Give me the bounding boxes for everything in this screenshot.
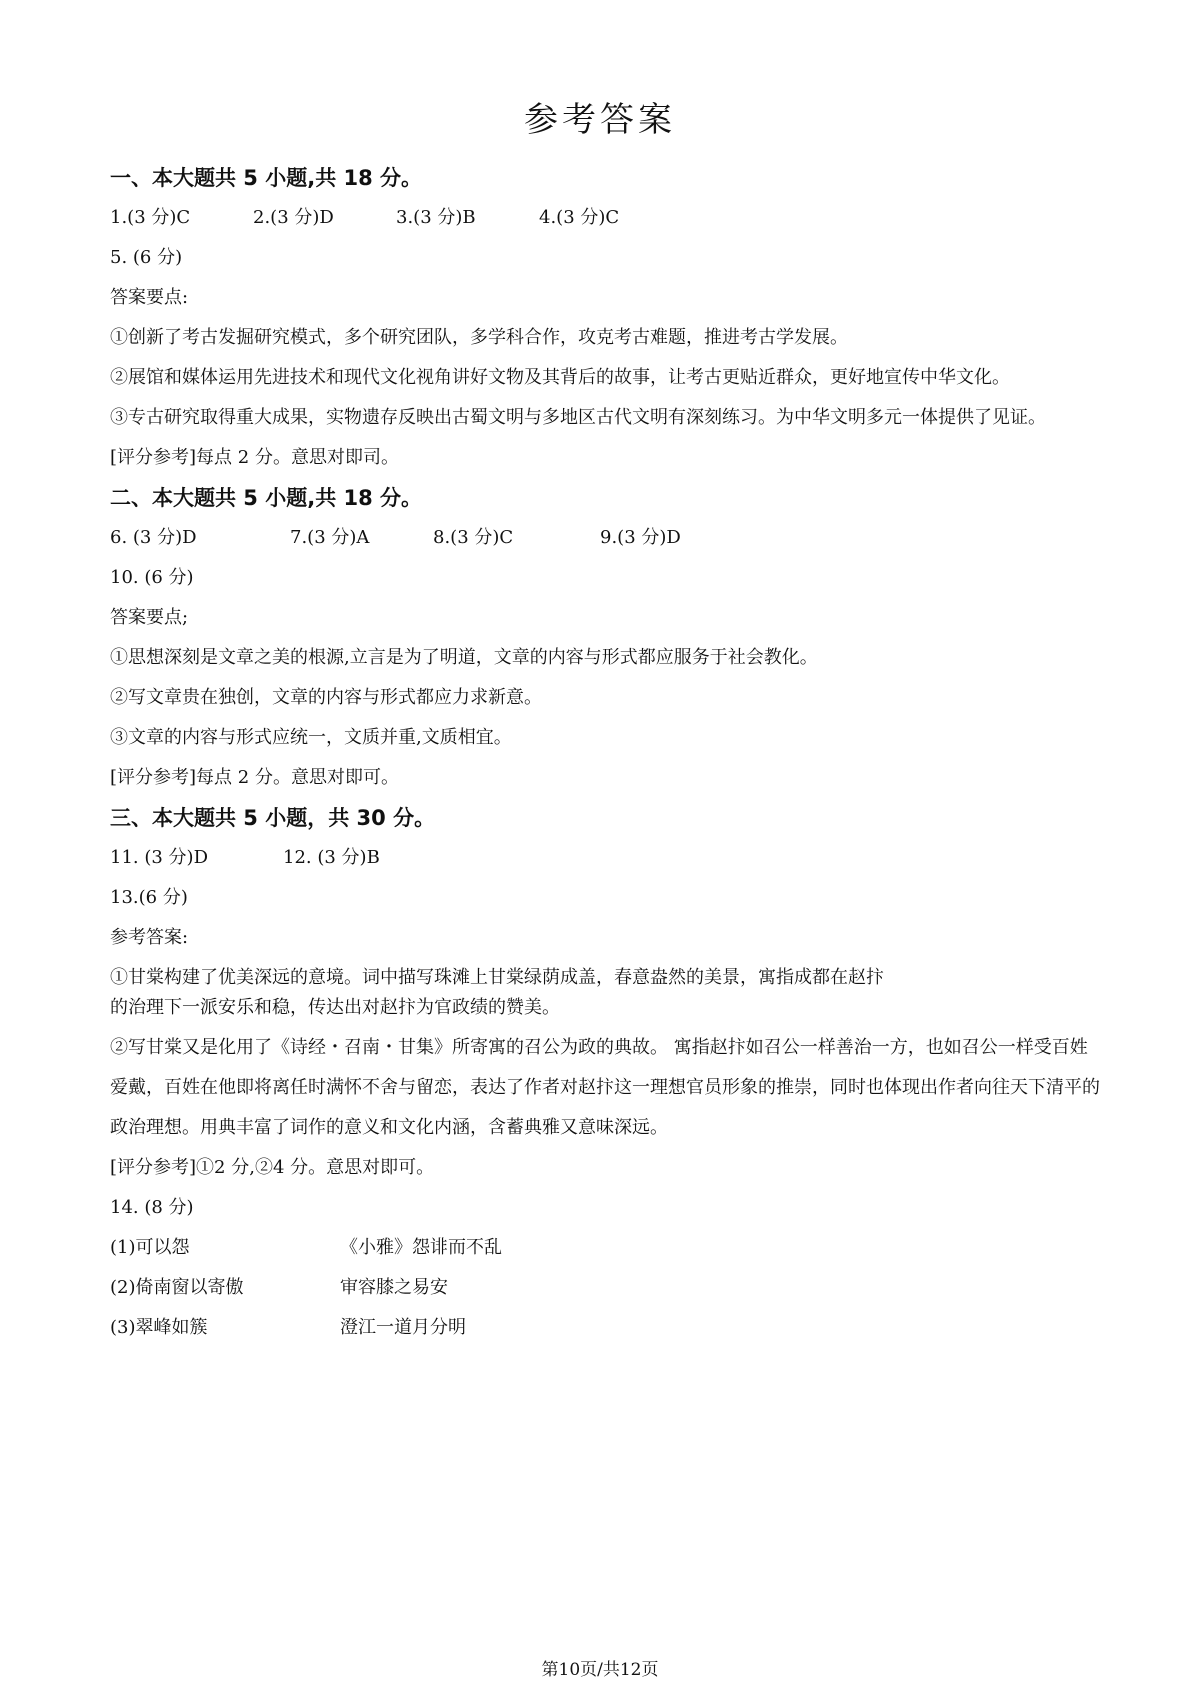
answer-q2: 2.(3 分)D [253,207,334,228]
q14-pair-1-b: 《小雅》怨诽而不乱 [340,1237,502,1258]
q10-score-note: [评分参考]每点 2 分。意思对即可。 [110,767,399,788]
q14-pair-3-b: 澄江一道月分明 [340,1317,466,1338]
answer-q8: 8.(3 分)C [433,527,514,548]
q10-point-3: ③文章的内容与形式应统一，文质并重,文质相宜。 [110,727,512,748]
reference-answer-label: 参考答案: [110,927,189,948]
answer-q3: 3.(3 分)B [396,207,476,228]
q5-point-3: ③专古研究取得重大成果，实物遗存反映出古蜀文明与多地区古代文明有深刻练习。为中华文明多元一体提供了见证。 [110,407,1046,428]
answers-11-12 [110,838,1100,878]
key-points-label: 答案要点: [110,287,189,308]
answer-q9: 9.(3 分)D [600,527,681,548]
q14-pair-2-b: 审容膝之易安 [340,1277,448,1298]
q13-point-2: ②写甘棠又是化用了《诗经・召南・甘集》所寄寓的召公为政的典故。 寓指赵抃如召公一样善治一方，也如召公一样受百姓爱戴，百姓在他即将离任时满怀不舍与留恋，表达了作者对赵抃这一理想官员形象的推崇，同时也体现出作者向往天下清平的政治理想。用典丰富了词作的意义和文化内涵，含蓄典雅又意味深远。 [110,1037,1100,1138]
q13-point-1-line-2: 的治理下一派安乐和稳，传达出对赵抃为官政绩的赞美。 [110,997,560,1018]
q14-pair-1 [110,1228,1100,1268]
answer-q12: 12. (3 分)B [283,847,380,868]
q13-score-note: [评分参考]①2 分,②4 分。意思对即可。 [110,1157,435,1178]
q5-point-1: ①创新了考古发掘研究模式，多个研究团队，多学科合作，攻克考古难题，推进考古学发展。 [110,327,848,348]
answers-6-9 [110,518,1100,558]
answer-content [110,158,1100,1348]
page-title: 参考答案 [524,100,676,140]
q5-score-note: [评分参考]每点 2 分。意思对即司。 [110,447,399,468]
q14-pair-3-a: (3)翠峰如簇 [110,1317,208,1338]
q10-point-1: ①思想深刻是文章之美的根源,立言是为了明道，文章的内容与形式都应服务于社会教化。 [110,647,818,668]
section-1-heading: 一、本大题共 5 小题,共 18 分。 [110,166,423,190]
answer-q7: 7.(3 分)A [290,527,370,548]
answers-1-4 [110,198,1100,238]
q13-point-1-line-1: ①甘棠构建了优美深远的意境。词中描写珠滩上甘棠绿荫成盖，春意盎然的美景，寓指成都在赵抃 [110,967,884,988]
q14-pair-2 [110,1268,1100,1308]
answer-q6: 6. (3 分)D [110,527,197,548]
answer-q4: 4.(3 分)C [539,207,620,228]
q14-pair-1-a: (1)可以怨 [110,1237,190,1258]
page-number: 第10页/共12页 [541,1660,659,1680]
section-2-heading: 二、本大题共 5 小题,共 18 分。 [110,486,423,510]
question-14-label: 14. (8 分) [110,1197,194,1218]
q10-point-2: ②写文章贵在独创，文章的内容与形式都应力求新意。 [110,687,542,708]
q14-pair-3 [110,1308,1100,1348]
q13-point-1 [110,963,1100,1023]
section-3-heading: 三、本大题共 5 小题，共 30 分。 [110,806,436,830]
key-points-label: 答案要点; [110,607,189,628]
answer-q11: 11. (3 分)D [110,847,208,868]
question-10-label: 10. (6 分) [110,567,194,588]
q14-pair-2-a: (2)倚南窗以寄傲 [110,1277,244,1298]
q5-point-2: ②展馆和媒体运用先进技术和现代文化视角讲好文物及其背后的故事，让考古更贴近群众，更好地宣传中华文化。 [110,367,1010,388]
question-5-label: 5. (6 分) [110,247,183,268]
question-13-label: 13.(6 分) [110,887,188,908]
answer-q1: 1.(3 分)C [110,207,191,228]
